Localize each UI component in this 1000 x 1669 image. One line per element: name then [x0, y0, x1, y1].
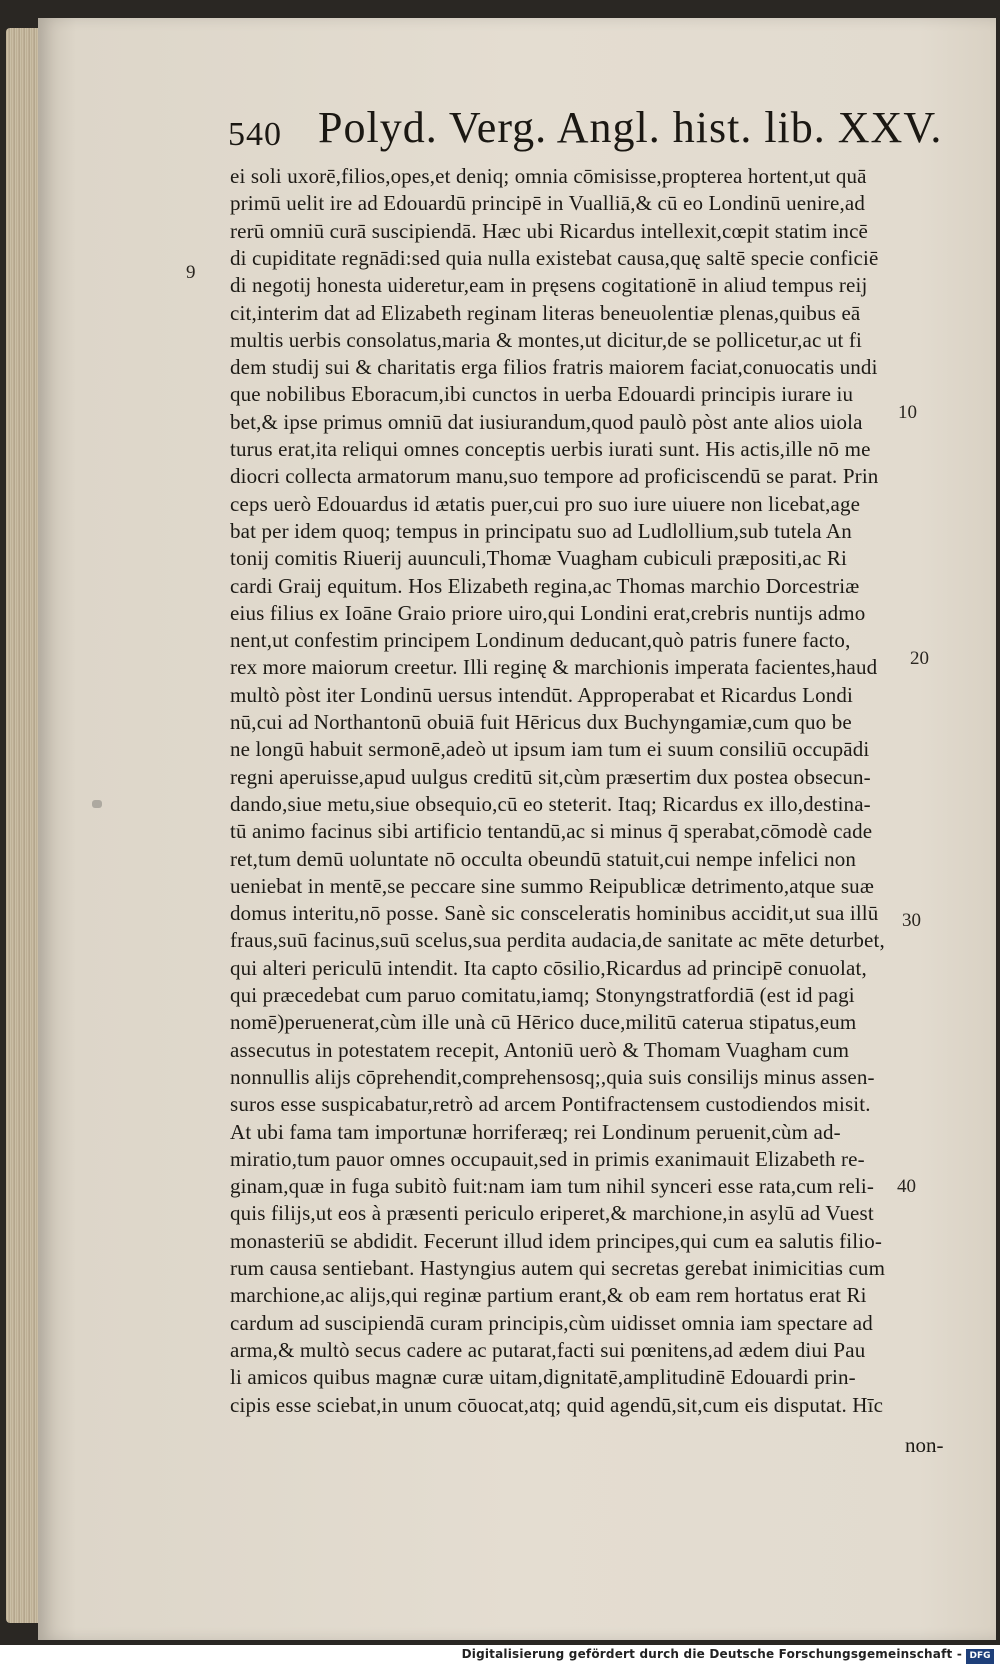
text-line: rex more maiorum creetur. Illi reginę & marchionis imperata facientes,haud	[230, 655, 878, 680]
text-line: dem studij sui & charitatis erga filios fratris maiorem faciat,conuocatis undi	[230, 355, 878, 380]
text-line: nomē)peruenerat,cùm ille unà cū Hērico duce,militū caterua stipatus,eum	[230, 1010, 857, 1035]
text-line: turus erat,ita reliqui omnes conceptis uerbis iurati sunt. His actis,ille nō me	[230, 437, 871, 461]
margin-number: 40	[897, 1176, 916, 1197]
text-line: tonij comitis Riuerij auunculi,Thomæ Vuagham cubiculi præpositi,ac Ri	[230, 546, 848, 571]
text-line: cardi Graij equitum. Hos Elizabeth regina,ac Thomas marchio Dorcestriæ	[230, 573, 860, 598]
text-line: ginam,quæ in fuga subitò fuit:nam iam tum nihil synceri esse rata,cum reli-	[230, 1174, 875, 1199]
text-line: ret,tum demū uoluntate nō occulta obeundū statuit,cui nempe infelici non	[230, 846, 857, 871]
text-line: fraus,suū facinus,suū scelus,sua perdita audacia,de sanitate ac mēte deturbet,	[230, 928, 885, 953]
text-line: li amicos quibus magnæ curæ uitam,dignitatē,amplitudinē Edouardi prin-	[230, 1365, 856, 1390]
margin-number: 10	[898, 402, 917, 423]
text-line: eius filius ex Ioāne Graio priore uiro,qui Londini erat,crebris nuntijs admo	[230, 600, 866, 625]
text-line: regni aperuisse,apud uulgus creditū sit,cùm præsertim dux postea obsecun-	[230, 764, 871, 789]
text-line: nonnullis alijs cōprehendit,comprehensosq;,quia suis consilijs minus assen-	[230, 1064, 875, 1089]
text-line: di cupiditate regnādi:sed quia nulla existebat causa,quę saltē specie conficiē	[230, 245, 879, 270]
text-line: primū uelit ire ad Edouardū principē in Vualliā,& cū eo Londinū uenire,ad	[230, 191, 866, 216]
catchword: non-	[905, 1433, 944, 1457]
text-line: bat per idem quoq; tempus in principatu suo ad Ludlollium,sub tutela An	[230, 518, 852, 543]
margin-number: 30	[902, 910, 921, 931]
text-line: quis filijs,ut eos à præsenti periculo eriperet,& marchione,in asylū ad Vuest	[230, 1201, 874, 1226]
running-head: Polyd. Verg. Angl. hist. lib. XXV.	[318, 103, 943, 152]
text-line: arma,& multò secus cadere ac putarat,facti sui pœnitens,ad ædem diui Pau	[230, 1337, 866, 1362]
text-line: qui præcedebat cum paruo comitatu,iamq; Stonyngstratfordiā (est id pagi	[230, 983, 855, 1007]
text-block	[230, 162, 960, 1432]
text-line: nent,ut confestim principem Londinum deducant,quò patris funere facto,	[230, 628, 851, 653]
page-number: 540	[228, 116, 282, 153]
text-line: que nobilibus Eboracum,ibi cunctos in uerba Edouardi principis iurare iu	[230, 382, 854, 407]
text-line: suros esse suspicabatur,retrò ad arcem Pontifractensem custodiendos misit.	[230, 1092, 871, 1117]
text-line: multis uerbis consolatus,maria & montes,ut dicitur,de se pollicetur,ac ut fi	[230, 327, 862, 352]
text-line: tū animo facinus sibi artificio tentandū,ac si minus q̄ sperabat,cōmodè cade	[230, 819, 873, 844]
text-line: multò pòst iter Londinū uersus intendūt. Approperabat et Ricardus Londi	[230, 682, 854, 707]
text-line: rerū omniū curā suscipiendā. Hæc ubi Ricardus intellexit,cœpit statim incē	[230, 218, 869, 243]
text-line: cit,interim dat ad Elizabeth reginam literas beneuolentiæ plenas,quibus eā	[230, 300, 861, 325]
text-line: monasteriū se abdidit. Fecerunt illud idem principes,qui cum ea salutis filio-	[230, 1228, 883, 1253]
text-line: dando,siue metu,siue obsequio,cū eo steterit. Itaq; Ricardus ex illo,destina-	[230, 791, 871, 816]
margin-number: 20	[910, 648, 929, 669]
text-line: ueniebat in mentē,se peccare sine summo Reipublicæ detrimento,atque suæ	[230, 873, 874, 898]
footer-bar	[0, 1645, 1000, 1669]
text-line: marchione,ac alijs,qui reginæ partium erant,& ob eam rem hortatus erat Ri	[230, 1283, 867, 1308]
text-line: miratio,tum pauor omnes occupauit,sed in primis exanimauit Elizabeth re-	[230, 1146, 865, 1171]
text-line: cipis esse sciebat,in unum cōuocat,atq; quid agendū,sit,cum eis disputat. Hīc	[230, 1392, 884, 1417]
text-line: bet,& ipse primus omniū dat iusiurandum,quod paulò pòst ante alios uiola	[230, 409, 863, 434]
text-line: cardum ad suscipiendā curam principis,cùm uidisset omnia iam spectare ad	[230, 1310, 873, 1335]
dfg-logo: DFG	[966, 1649, 994, 1664]
text-line: di negotij honesta uideretur,eam in pręsens cogitationē in aliud tempus reij	[230, 273, 868, 298]
text-line: nū,cui ad Northantonū obuiā fuit Hēricus dux Buchyngamiæ,cum quo be	[230, 710, 852, 734]
text-line: assecutus in potestatem recepit, Antoniū uerò & Thomam Vuagham cum	[230, 1037, 850, 1062]
page-header	[228, 102, 943, 160]
margin-number: 9	[186, 262, 196, 283]
text-line: ei soli uxorē,filios,opes,et deniq; omnia cōmisisse,propterea hortent,ut quā	[230, 164, 867, 188]
footer-credit: Digitalisierung gefördert durch die Deutsche Forschungsgemeinschaft -	[461, 1647, 962, 1661]
text-line: qui alteri periculū intendit. Ita capto cōsilio,Ricardus ad principē conuolat,	[230, 955, 867, 980]
text-line: ceps uerò Edouardus id ætatis puer,cui pro suo iure uiuere non licebat,age	[230, 491, 861, 516]
text-line: ne longū habuit sermonē,adeò ut ipsum iam tum ei suum consiliū occupādi	[230, 737, 870, 762]
text-line: rum causa sentiebant. Hastyngius autem qui secretas gerebat inimicitias cum	[230, 1256, 886, 1280]
text-line: At ubi fama tam importunæ horriferæq; rei Londinum peruenit,cùm ad-	[230, 1119, 841, 1144]
page-edge-stack	[6, 28, 40, 1623]
ink-smudge	[92, 800, 102, 808]
text-line: domus interitu,nō posse. Sanè sic consceleratis hominibus accidit,ut sua illū	[230, 901, 879, 926]
text-line: diocri collecta armatorum manu,suo tempore ad proficiscendū se parat. Prin	[230, 464, 879, 489]
